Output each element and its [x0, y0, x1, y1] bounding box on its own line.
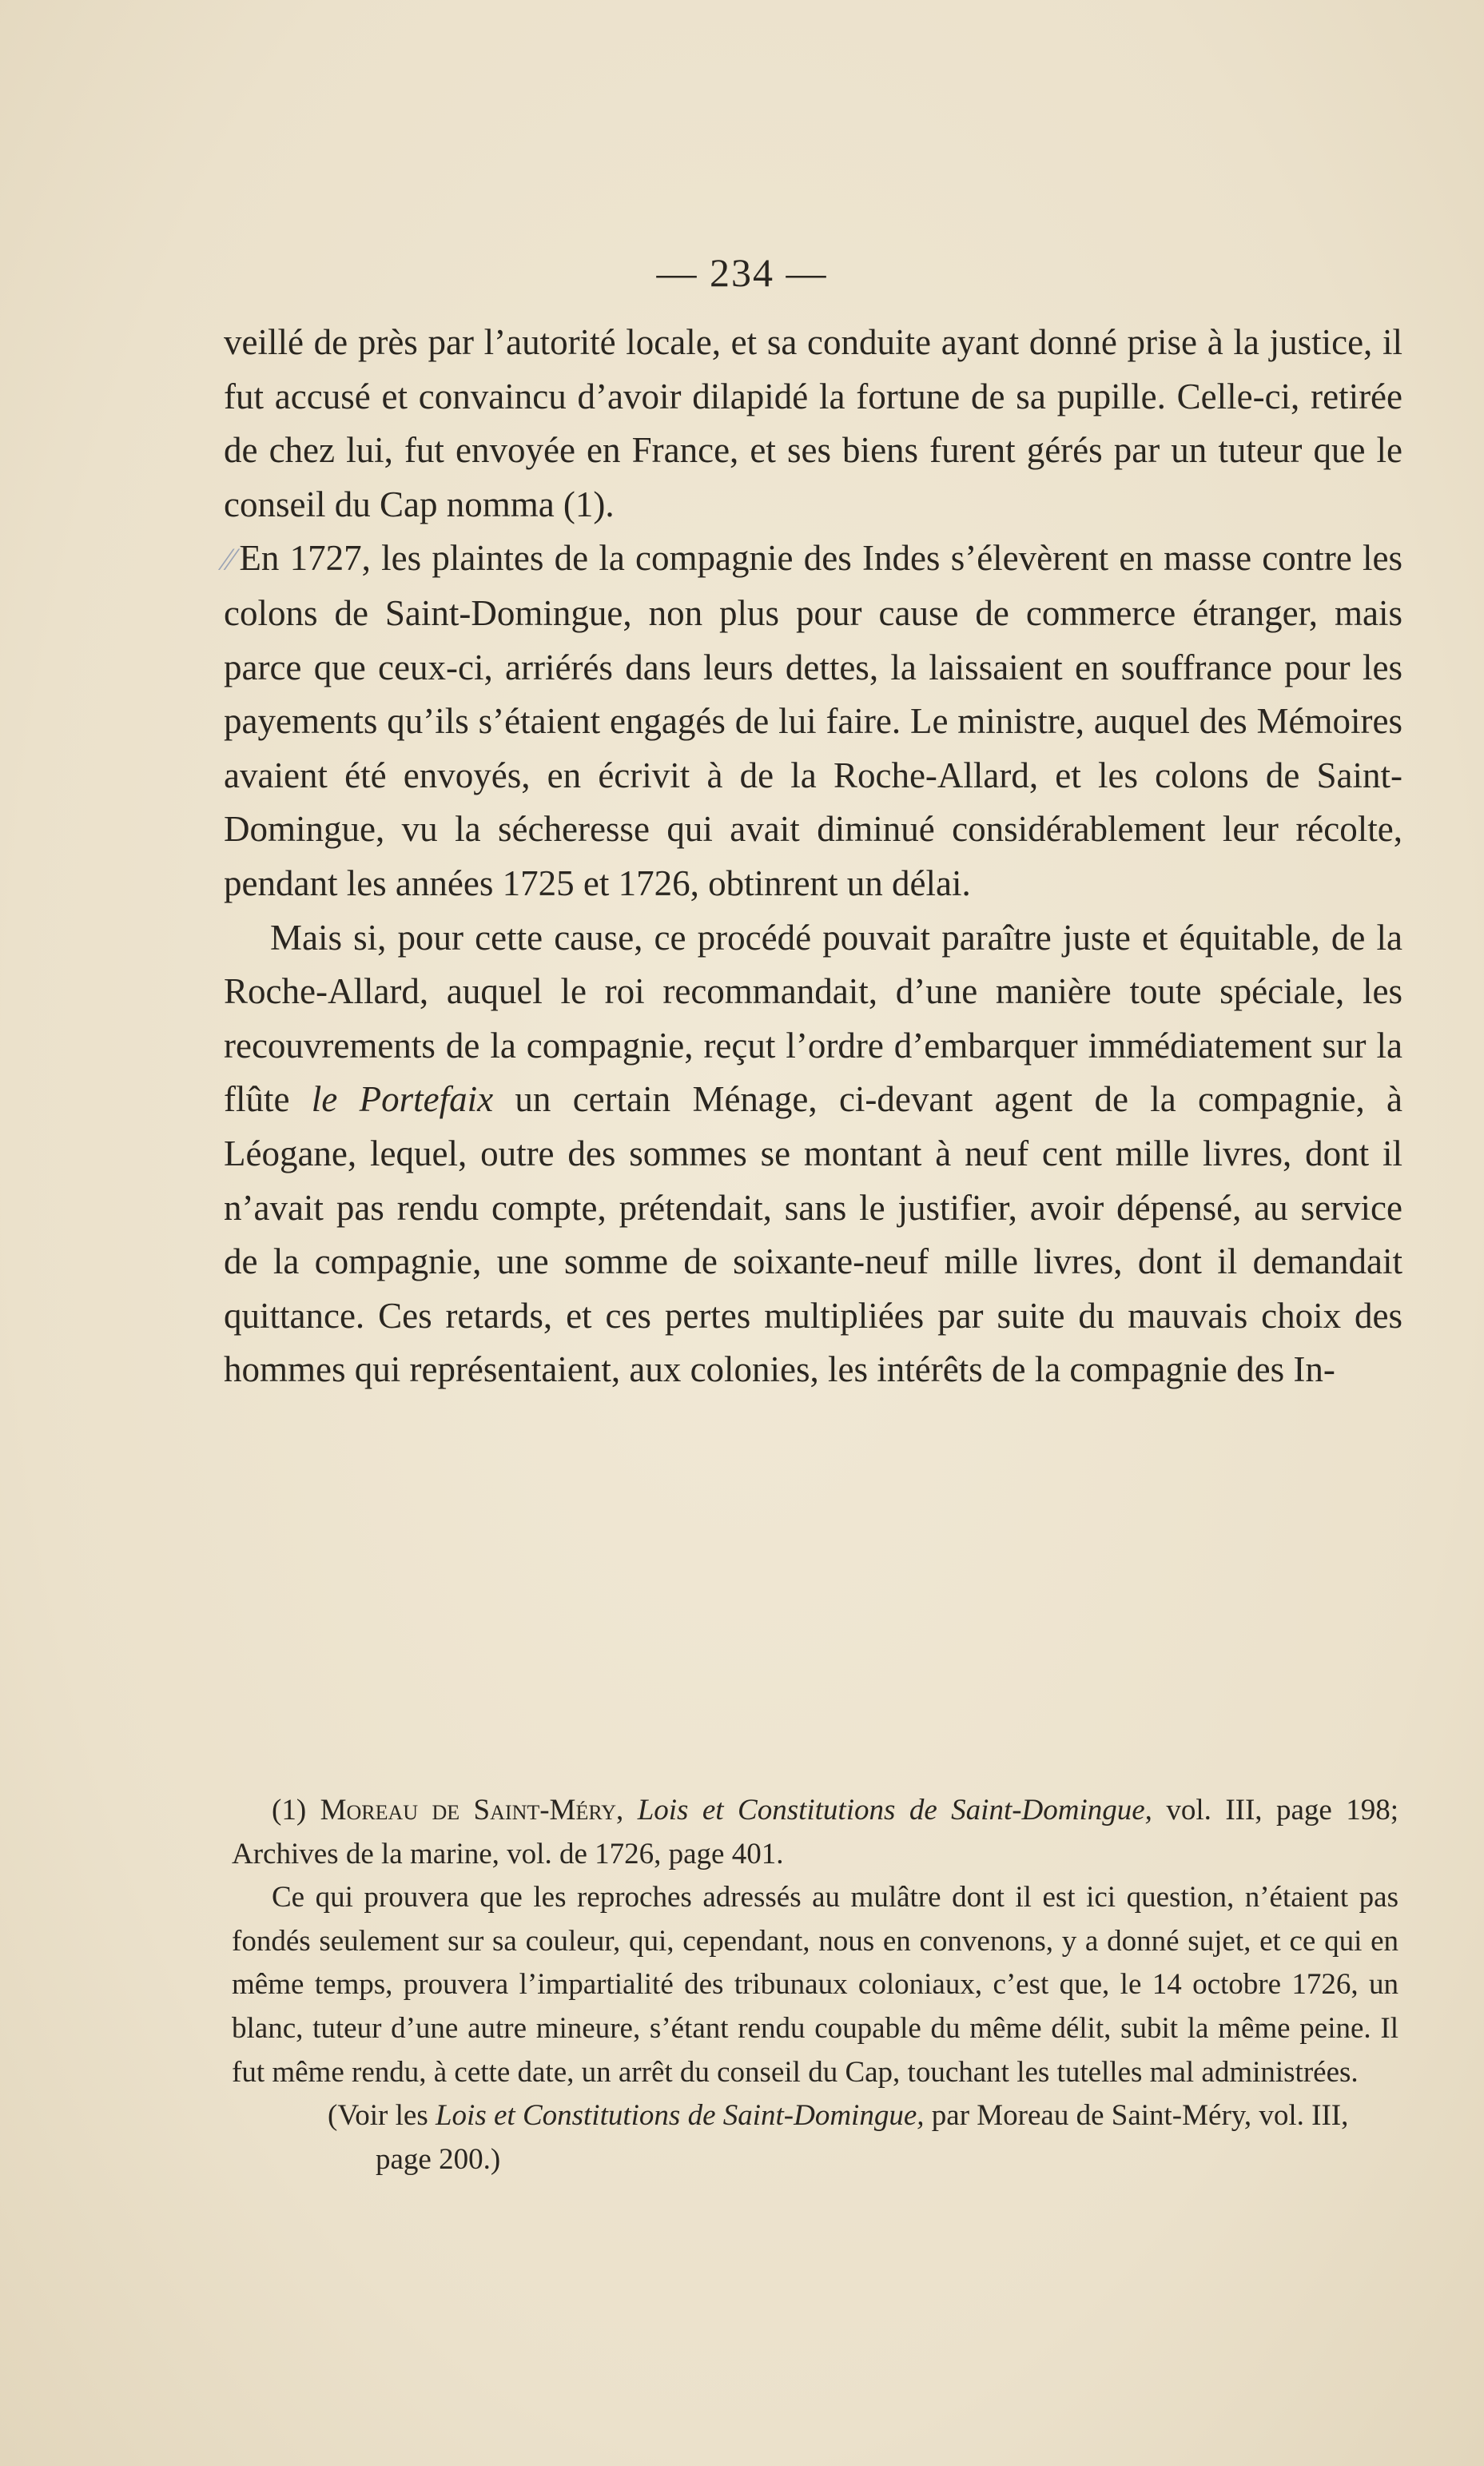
footnote-1 [232, 1789, 1398, 1876]
voir-title: Lois et Constitutions de Saint-Domingue, [435, 2099, 925, 2133]
paragraph-3 [224, 911, 1402, 1397]
paragraph-3-text-a: Mais si, pour cette cause, ce procédé pouvait paraître juste et équitable, de la Roche-Allard, auquel le roi recommandait, d’une manière toute spéciale, les recouvrements de la compagnie, reçut l’ordre d’embarquer immédiatement sur la flûte [224, 917, 1402, 1120]
pencil-mark-icon: ⁄⁄ [224, 541, 235, 578]
footnote-voir [232, 2094, 1398, 2181]
ship-name: le Portefaix [311, 1079, 494, 1120]
footnote-marker: (1) [272, 1794, 307, 1827]
paragraph-3-text-b: un certain Ménage, ci-devant agent de la compagnie, à Léogane, lequel, outre des sommes se montant à neuf cent mille livres, dont il n’avait pas rendu compte, prétendait, sans le justifier, avoir dépensé, au service de la compagnie, une somme de soixante-neuf mille livres, dont il demandait quittance. Ces retards, et ces pertes multipliées par suite du mauvais choix des hommes qui représentaient, aux colonies, les intérêts de la compagnie des In- [224, 1079, 1403, 1390]
voir-open: (Voir les [328, 2099, 436, 2133]
footnote-ref: vol. III, page 198; Archives de la marine, vol. de 1726, page 401. [232, 1794, 1399, 1870]
paragraph-2 [224, 532, 1402, 910]
voir-close: par Moreau de Saint-Méry, vol. III, page 200.) [376, 2099, 1349, 2176]
paragraph-2-text: En 1727, les plaintes de la compagnie des Indes s’élevèrent en masse contre les colons de Saint-Domingue, non plus pour cause de commerce étranger, mais parce que ceux-ci, arriérés dans leurs dettes, la laissaient en souffrance pour les payements qu’ils s’étaient engagés de lui faire. Le ministre, auquel des Mémoires avaient été envoyés, en écrivit à de la Roche-Allard, et les colons de Saint-Domingue, vu la sécheresse qui avait diminué considérablement leur récolte, pendant les années 1725 et 1726, obtinrent un délai. [224, 538, 1402, 903]
page-number: — 234 — [656, 250, 828, 295]
footnotes [232, 1789, 1398, 2181]
footnote-title: Lois et Constitutions de Saint-Domingue, [637, 1794, 1152, 1827]
footnote-paragraph: Ce qui prouvera que les reproches adressés au mulâtre dont il est ici question, n’étaient pas fondés seulement sur sa couleur, qui, cependant, nous en convenons, y a donné sujet, et ce qui en même temps, prouvera l’impartialité des tribunaux coloniaux, c’est que, le 14 octobre 1726, un blanc, tuteur d’une autre mineure, s’étant rendu coupable du même délit, subit la même peine. Il fut même rendu, à cette date, un arrêt du conseil du Cap, touchant les tutelles mal administrées. [232, 1881, 1398, 2089]
main-text [224, 316, 1402, 1397]
paragraph-1: veillé de près par l’autorité locale, et sa conduite ayant donné prise à la justice, il fut accusé et convaincu d’avoir dilapidé la fortune de sa pupille. Celle-ci, retirée de chez lui, fut envoyée en France, et ses biens furent gérés par un tuteur que le conseil du Cap nomma (1). [224, 322, 1402, 524]
footnote-author: Moreau de Saint-Méry, [320, 1794, 624, 1827]
